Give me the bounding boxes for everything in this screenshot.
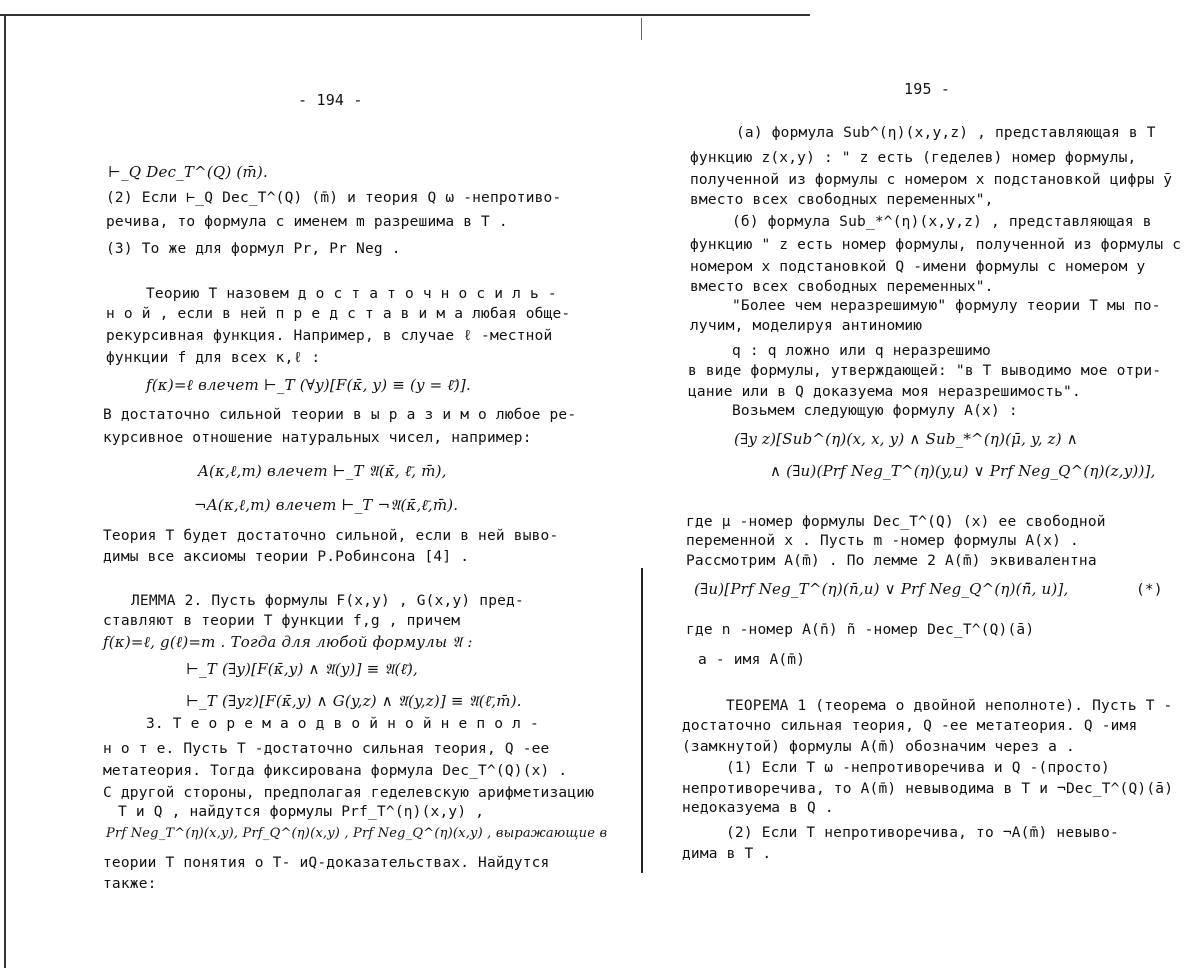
text-line: теории T понятия о T- иQ-доказательствах. Найдутся [103,855,550,871]
text-line: С другой стороны, предполагая геделевскую арифметизацию [103,785,595,801]
text-line: В достаточно сильной теории в ы р а з и м о любое ре- [103,407,577,423]
formula-line: ∧ (∃u)(Prf Neg_T^(η)(y,u) ∨ Prf Neg_Q^(η)(z,y))], [770,462,1156,480]
text-line: T и Q , найдутся формулы Prf_T^(η)(x,y) , [118,804,485,820]
text-line: недоказуема в Q . [682,800,834,816]
text-line: 3. Т е о р е м а о д в о й н о й н е п о л - [146,716,539,732]
text-line: a - имя A(m̄) [698,652,806,668]
text-line: ЛЕММА 2. Пусть формулы F(x,y) , G(x,y) пред- [131,593,524,609]
text-line: полученной из формулы с номером x подстановкой цифры ȳ [690,172,1173,188]
text-line: (замкнутой) формулы A(m̄) обозначим через a . [682,739,1075,755]
text-line: курсивное отношение натуральных чисел, например: [103,430,532,446]
text-line: переменной x . Пусть m -номер формулы A(x) . [686,533,1079,549]
text-line: Возьмем следующую формулу A(x) : [732,403,1018,419]
text-line: ставляют в теории T функции f,g , причем [103,613,461,629]
text-line: н о й , если в ней п р е д с т а в и м а любая обще- [106,306,571,322]
formula-line: (∃y z)[Sub^(η)(x, x, y) ∧ Sub_*^(η)(μ̄, y, z) ∧ [734,430,1078,448]
formula-line: f(κ)=ℓ, g(ℓ)=m . Тогда для любой формулы 𝔄 : [103,633,473,651]
text-line: метатеория. Тогда фиксирована формула Dec_T^(Q)(x) . [103,763,568,779]
text-line: где n -номер A(n̄) ñ -номер Dec_T^(Q)(ā) [686,622,1035,638]
text-line: вместо всех свободных переменных". [690,279,994,295]
text-line: (б) формула Sub_*^(η)(x,y,z) , представляющая в [732,214,1152,230]
text-line: (1) Если T ω -непротиворечива и Q -(просто) [726,760,1110,776]
equation-number: (*) [1136,582,1163,598]
text-line: номером x подстановкой Q -имени формулы с номером y [690,259,1146,275]
formula-line: ¬A(κ,ℓ,m) влечет ⊢_T ¬𝔄(κ̄,ℓ̄,m̄). [194,496,459,514]
text-line: непротиворечива, то A(m̄) невыводима в T и ¬Dec_T^(Q)(ā) [682,781,1174,797]
text-line: речива, то формула с именем m разрешима в T . [106,214,508,230]
text-line: "Более чем неразрешимую" формулу теории T мы по- [732,298,1161,314]
page-number: 195 - [904,80,951,98]
text-line: (2) Если ⊢_Q Dec_T^(Q) (m̄) и теория Q ω -непротиво- [106,190,562,206]
text-line: ⊢_Q Dec_T^(Q) (m̄). [108,163,268,181]
text-line: ТЕОРЕМА 1 (теорема о двойной неполноте). Пусть T - [726,698,1173,714]
text-line: (2) Если T непротиворечива, то ¬A(m̄) невыво- [726,825,1119,841]
text-line: функцию " z есть номер формулы, полученной из формулы с [690,237,1182,253]
text-line: димы все аксиомы теории Р.Робинсона [4] . [103,549,470,565]
text-line: в виде формулы, утверждающей: "в T выводимо мое отри- [688,363,1162,379]
text-line: н о т е. Пусть T -достаточно сильная теория, Q -ее [103,741,550,757]
text-line: Теория T будет достаточно сильной, если в ней выво- [103,528,559,544]
text-line: q : q ложно или q неразрешимо [732,343,991,359]
text-line: Рассмотрим A(m̄) . По лемме 2 A(m̄) эквивалентна [686,553,1097,569]
text-line: (3) То же для формул Pr, Pr Neg . [106,241,401,257]
right-page [640,0,1194,968]
text-line: рекурсивная функция. Например, в случае ℓ -местной [106,328,553,344]
page-number: - 194 - [298,91,363,109]
text-line: где μ -номер формулы Dec_T^(Q) (x) ее свободной [686,514,1106,530]
text-line: лучим, моделируя антиномию [690,318,923,334]
text-line: дима в T . [682,846,772,862]
text-line: цание или в Q доказуема моя неразрешимость". [688,384,1081,400]
text-line: функцию z(x,y) : " z есть (геделев) номер формулы, [690,150,1137,166]
text-line: также: [103,876,157,892]
formula-line: f(κ)=ℓ влечет ⊢_T (∀y)[F(κ̄, y) ≡ (y = ℓ̄)]. [146,376,471,394]
text-line: вместо всех свободных переменных", [690,192,994,208]
formula-line: ⊢_T (∃yz)[F(κ̄,y) ∧ G(y,z) ∧ 𝔄(y,z)] ≡ 𝔄(ℓ̄,m̄). [186,692,522,710]
text-line: Теорию T назовем д о с т а т о ч н о с и л ь - [146,286,557,302]
text-line: достаточно сильная теория, Q -ее метатеория. Q -имя [682,718,1138,734]
text-line: функции f для всех κ,ℓ : [106,350,321,366]
formula-line: ⊢_T (∃y)[F(κ̄,y) ∧ 𝔄(y)] ≡ 𝔄(ℓ̄), [186,660,418,678]
formula-line: A(κ,ℓ,m) влечет ⊢_T 𝔄(κ̄, ℓ̄, m̄), [198,462,447,480]
text-line: (а) формула Sub^(η)(x,y,z) , представляющая в T [736,125,1156,141]
formula-line: (∃u)[Prf Neg_T^(η)(n̄,u) ∨ Prf Neg_Q^(η)(ñ̄, u)], [694,580,1069,598]
formula-line: Prf Neg_T^(η)(x,y), Prf_Q^(η)(x,y) , Prf Neg_Q^(η)(x,y) , выражающие в [106,826,608,841]
